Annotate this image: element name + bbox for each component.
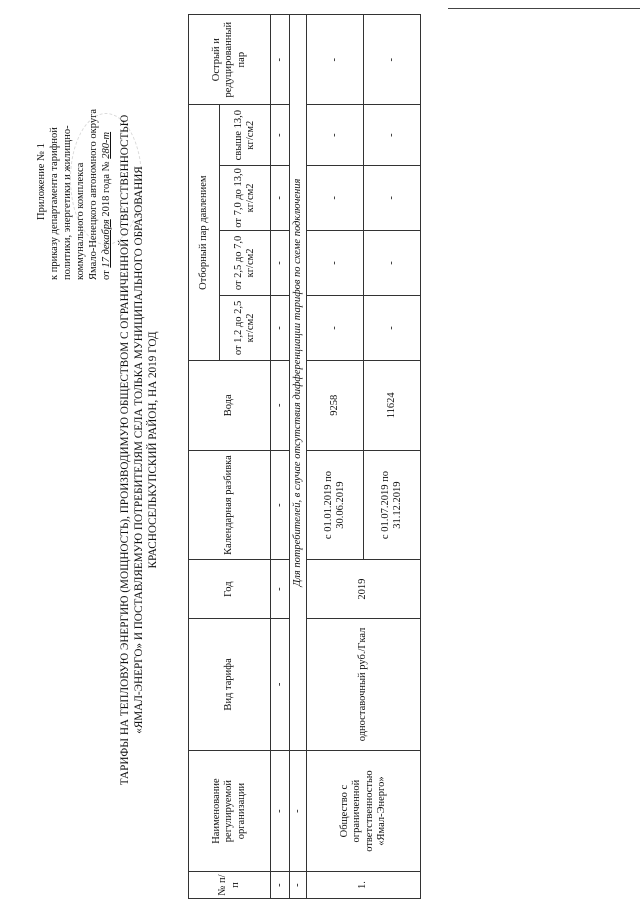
header-year: Год [189, 560, 271, 618]
dash-cell: - [271, 618, 290, 750]
section-title: Для потребителей, в случае отсутствия дифференциации тарифов по схеме подключения [290, 15, 307, 751]
header-tariff: Вид тарифа [189, 618, 271, 750]
dash-cell: - [271, 15, 290, 105]
dash-cell: - [364, 105, 421, 166]
dash-cell: - [271, 230, 290, 295]
row-period-2: с 01.07.2019 по 31.12.2019 [364, 450, 421, 560]
steam-sub-3: от 7,0 до 13,0 кг/см2 [220, 165, 271, 230]
dash-cell: - [364, 15, 421, 105]
dash-cell: - [364, 295, 421, 360]
row-year: 2019 [307, 560, 421, 618]
dash-cell: - [364, 165, 421, 230]
dash-cell: - [290, 872, 307, 899]
dash-cell: - [307, 295, 364, 360]
dash-cell: - [271, 872, 290, 899]
document-title [118, 55, 160, 845]
dash-cell: - [271, 560, 290, 618]
title-line: ТАРИФЫ НА ТЕПЛОВУЮ ЭНЕРГИЮ (МОЩНОСТЬ), ПРОИЗВОДИМУЮ ОБЩЕСТВОМ С ОГРАНИЧЕННОЙ ОТВЕТСТВЕННОСТЬЮ [119, 114, 131, 786]
appendix-line: Приложение № 1 [36, 143, 47, 220]
row-period-1: с 01.01.2019 по 30.06.2019 [307, 450, 364, 560]
header-num: № п/п [189, 872, 271, 899]
dash-cell: - [290, 751, 307, 872]
header-org: Наименование регулируемой организации [189, 751, 271, 872]
title-line: «ЯМАЛ-ЭНЕРГО» И ПОСТАВЛЯЕМУЮ ПОТРЕБИТЕЛЯМ СЕЛА ТОЛЬКА МУНИЦИПАЛЬНОГО ОБРАЗОВАНИЯ [133, 166, 145, 734]
appendix-date-line [100, 25, 113, 280]
dash-cell: - [271, 165, 290, 230]
appendix-block [35, 25, 113, 280]
order-date: 17 декабря [101, 219, 112, 268]
dash-cell: - [307, 105, 364, 166]
appendix-line: политики, энергетики и жилищно- [62, 125, 73, 280]
steam-sub-1: от 1,2 до 2,5 кг/см2 [220, 295, 271, 360]
row-org: Общество с ограниченной ответственностью «Ямал-Энерго» [307, 751, 421, 872]
dash-cell: - [364, 230, 421, 295]
from-label: от [101, 270, 112, 280]
dash-cell: - [271, 751, 290, 872]
row-tariff: одноставочный руб./Гкал [307, 618, 421, 750]
data-row-1 [307, 15, 364, 899]
tariff-table [188, 14, 421, 899]
order-year: 2018 года № [101, 161, 112, 217]
header-water: Вода [189, 360, 271, 450]
dash-cell: - [271, 450, 290, 560]
order-number: 280-т [101, 131, 112, 159]
dash-cell: - [271, 295, 290, 360]
header-hot-steam: Острый и редуцированный пар [189, 15, 271, 105]
header-steam: Отборный пар давлением [189, 105, 220, 361]
dash-cell: - [271, 360, 290, 450]
row-num: 1. [307, 872, 421, 899]
title-line: КРАСНОСЕЛЬКУПСКИЙ РАЙОН, НА 2019 ГОД [147, 331, 159, 569]
header-row [189, 15, 220, 899]
row-water-1: 9258 [307, 360, 364, 450]
dash-cell: - [307, 165, 364, 230]
dash-row [271, 15, 290, 899]
dash-cell: - [307, 230, 364, 295]
steam-sub-2: от 2,5 до 7,0 кг/см2 [220, 230, 271, 295]
dash-cell: - [307, 15, 364, 105]
section-row [290, 15, 307, 899]
steam-sub-4: свыше 13,0 кг/см2 [220, 105, 271, 166]
appendix-line: к приказу департамента тарифной [49, 127, 60, 280]
appendix-line: Ямало-Ненецкого автономного округа [88, 108, 99, 280]
appendix-line: коммунального комплекса [75, 162, 86, 280]
row-water-2: 11624 [364, 360, 421, 450]
header-calendar: Календарная разбивка [189, 450, 271, 560]
dash-cell: - [271, 105, 290, 166]
